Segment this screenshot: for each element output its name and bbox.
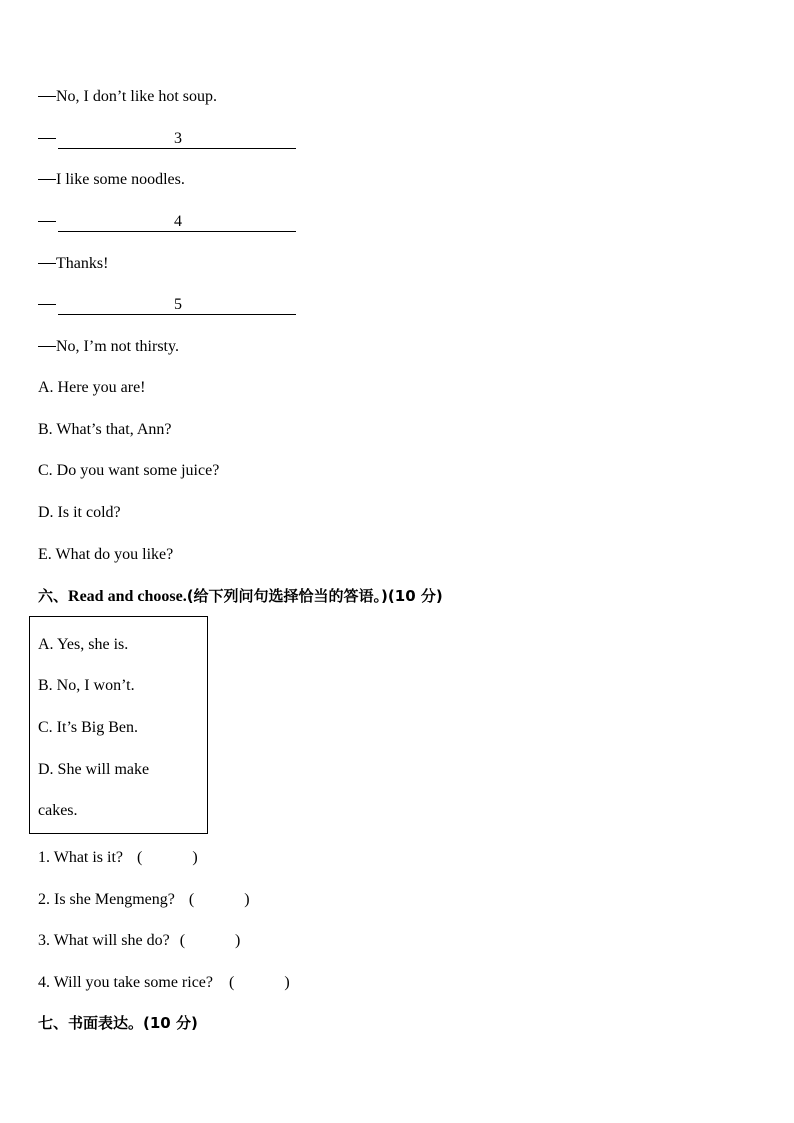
dialogue-text: No, I’m not thirsty. [56,338,179,355]
choice-d-cont: cakes. [38,802,78,819]
question-2 [38,890,250,910]
answer-paren[interactable]: ( ) [188,891,250,908]
blank-4-line [38,212,296,232]
section-number: 六、 [38,587,69,605]
dash-mark [38,138,56,139]
choice-d: D. She will make [38,761,150,778]
choice-a: A. Yes, she is. [38,636,129,653]
blank-5-line [38,295,296,315]
blank-3-line [38,129,296,149]
option-d: D. Is it cold? [38,504,121,521]
dash-mark [38,179,56,180]
option-a: A. Here you are! [38,379,146,396]
dash-mark [38,96,56,97]
choice-b: B. No, I won’t. [38,677,135,694]
section-7-heading: 七、书面表达。(10 分) [38,1014,198,1032]
dialogue-line-4 [38,337,179,357]
option-c: C. Do you want some juice? [38,462,220,479]
dialogue-line-1 [38,87,217,107]
choice-c: C. It’s Big Ben. [38,719,139,736]
answer-choices-box [29,616,208,834]
dash-mark [38,263,56,264]
option-b: B. What’s that, Ann? [38,421,172,438]
dialogue-line-2 [38,170,185,190]
blank-number: 4 [174,213,182,230]
answer-paren[interactable]: ( ) [137,849,198,866]
question-text: 4. Will you take some rice? [38,974,214,991]
answer-paren[interactable]: ( ) [229,974,290,991]
section-title-cn: (给下列问句选择恰当的答语。)(10 分) [186,587,443,605]
dash-mark [38,221,56,222]
dash-mark [38,346,56,347]
section-title-en: Read and choose. [68,588,187,605]
question-text: 3. What will she do? [38,932,170,949]
dialogue-text: No, I don’t like hot soup. [56,88,218,105]
question-4 [38,973,290,993]
answer-blank-5[interactable] [58,296,286,315]
question-1 [38,848,198,868]
question-3 [38,931,240,951]
question-text: 2. Is she Mengmeng? [38,891,175,908]
option-e: E. What do you like? [38,546,174,563]
answer-paren[interactable]: ( ) [179,932,241,949]
answer-blank-4[interactable] [58,213,286,232]
dialogue-text: I like some noodles. [56,171,185,188]
answer-blank-3[interactable] [58,130,286,149]
dialogue-line-3 [38,254,108,274]
blank-number: 5 [174,296,182,313]
question-text: 1. What is it? [38,849,124,866]
blank-number: 3 [174,130,182,147]
dash-mark [38,304,56,305]
dialogue-text: Thanks! [56,255,109,272]
section-6-heading [38,586,443,607]
